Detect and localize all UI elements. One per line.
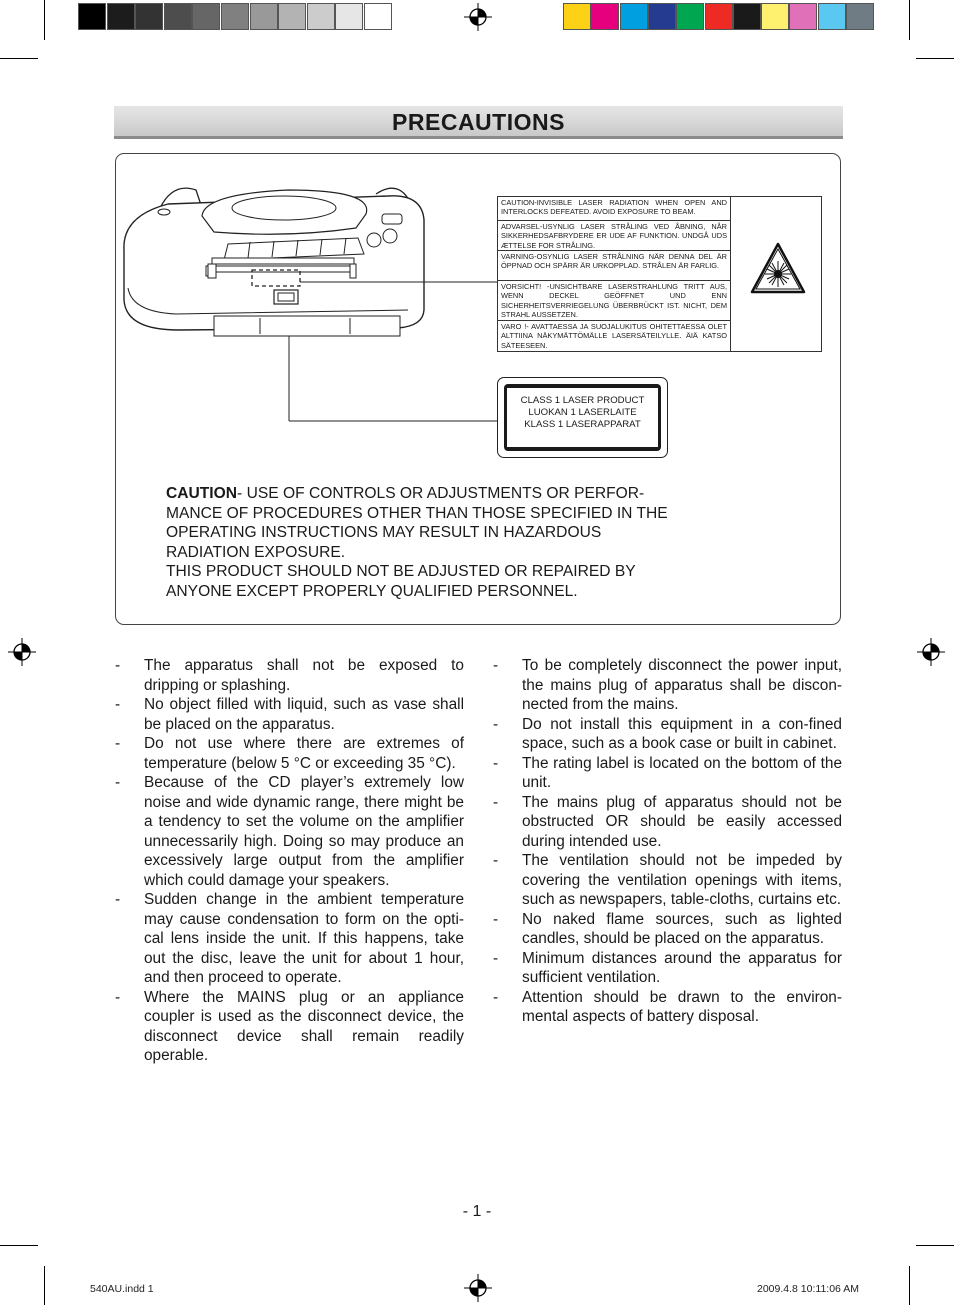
caution-text: - USE OF CONTROLS OR ADJUSTMENTS OR PERFOR-MANCE OF PROCEDURES OTHER THAN THOSE SPECIFIED IN THE OPERATING INSTRUCTIONS MAY RESULT IN HAZARDOUS RADIATION EXPOSURE. <box>166 485 668 561</box>
bullet-dash: - <box>115 657 121 674</box>
color-swatch <box>789 3 817 30</box>
bullet-dash: - <box>493 910 499 928</box>
list-item-text: Do not use where there are extremes of temperature (below 5 °C or exceeding 35 °C). <box>144 735 464 772</box>
gray-swatch <box>335 3 363 30</box>
list-item-text: No object filled with liquid, such as vase shall be placed on the apparatus. <box>144 696 464 733</box>
list-item <box>115 773 464 890</box>
list-item-text: To be completely disconnect the power input, the mains plug of apparatus shall be discon-nected from the mains. <box>522 657 842 713</box>
color-swatch <box>818 3 846 30</box>
gray-swatch <box>364 3 392 30</box>
color-swatch <box>705 3 733 30</box>
bullet-dash: - <box>493 793 499 811</box>
list-item-text: The ventilation should not be impeded by covering the ventilation openings with items, such as newspapers, table-cloths, curtains etc. <box>522 852 842 908</box>
bullet-dash: - <box>115 735 121 752</box>
color-swatch <box>733 3 761 30</box>
list-item <box>493 910 842 949</box>
list-item-text: No naked flame sources, such as lighted candles, should be placed on the apparatus. <box>522 910 842 947</box>
list-item-text: Because of the CD player’s extremely low noise and wide dynamic range, there might be a tendency to set the volume on the amplifier unnecessarily high. Doing so may produce an excessively large output from the amplifier which could damage your speakers. <box>144 774 464 889</box>
list-item <box>115 734 464 773</box>
gray-swatch <box>221 3 249 30</box>
warning-cell: ADVARSEL-USYNLIG LASER STRÅLING VED ÅBNING, NÅR SIKKERHEDSAFBRYDERE ER UDE AF FUNKTION. UNDGÅ UDS ÆTTELSE FOR STRÅLING. <box>498 221 730 251</box>
list-item <box>115 890 464 988</box>
list-item-text: The rating label is located on the bottom of the unit. <box>522 754 842 791</box>
gray-swatch <box>107 3 135 30</box>
laser-hazard-icon <box>750 241 806 297</box>
color-swatch <box>591 3 619 30</box>
warning-cell: VARNING-OSYNLIG LASER STRÅLNING NÄR DENNA DEL ÄR ÖPPNAD OCH SPÄRR ÄR URKOPPLAD. STRÅLEN ÄR FARLIG. <box>498 251 730 281</box>
caution-statement <box>166 484 686 601</box>
list-item <box>493 793 842 852</box>
bullet-dash: - <box>493 852 499 869</box>
list-item-text: Minimum distances around the apparatus for sufficient ventilation. <box>522 949 842 986</box>
crop-mark <box>916 1245 954 1246</box>
bullet-dash: - <box>115 774 121 791</box>
warning-cell: CAUTION-INVISIBLE LASER RADIATION WHEN OPEN AND INTERLOCKS DEFEATED. AVOID EXPOSURE TO BEAM. <box>498 197 730 221</box>
registration-mark-icon <box>464 1274 492 1302</box>
list-item-text: The apparatus shall not be exposed to dripping or splashing. <box>144 657 464 694</box>
crop-mark <box>44 1266 45 1305</box>
crop-mark <box>909 0 910 40</box>
boombox-illustration <box>118 180 518 430</box>
list-item <box>493 715 842 754</box>
crop-mark <box>916 58 954 59</box>
caution-text-2: THIS PRODUCT SHOULD NOT BE ADJUSTED OR REPAIRED BY ANYONE EXCEPT PROPERLY QUALIFIED PERSONNEL. <box>166 563 636 600</box>
list-item-text: Where the MAINS plug or an appliance coupler is used as the disconnect device, the disconnect device shall remain readily operable. <box>144 988 464 1064</box>
crop-mark <box>0 58 38 59</box>
warning-text-column <box>498 197 731 351</box>
color-swatch <box>563 3 591 30</box>
color-swatch <box>620 3 648 30</box>
gray-swatch <box>250 3 278 30</box>
page-number: - 1 - <box>462 1203 492 1220</box>
gray-swatch <box>192 3 220 30</box>
warning-cell: VORSICHT! -UNSICHTBARE LASERSTRAHLUNG TRITT AUS, WENN DECKEL GEÖFFNET UND ENN SICHERHEITSVERRIEGELUNG ÜBERBRÜCKT IST. NICHT, DEM STRAHL AUSSETZEN. <box>498 281 730 321</box>
laser-label-line: CLASS 1 LASER PRODUCT <box>520 395 645 406</box>
left-precautions-list <box>115 656 464 1066</box>
list-item <box>115 656 464 695</box>
registration-mark-icon <box>917 638 945 666</box>
gray-swatch <box>135 3 163 30</box>
list-item-text: Do not install this equipment in a con-fined space, such as a book case or built in cabinet. <box>522 715 842 752</box>
warning-cell: VARO !- AVATTAESSA JA SUOJALUKITUS OHITETTAESSA OLET ALTTIINA NÄKYMÄTTÖMÄLLE LASERSÄTEILYLLE. ÄIÄ KATSO SÄTEESEEN. <box>501 322 727 350</box>
bullet-dash: - <box>493 715 499 733</box>
list-item <box>115 695 464 734</box>
bullet-dash: - <box>115 988 121 1006</box>
color-swatch <box>648 3 676 30</box>
bullet-dash: - <box>493 657 499 674</box>
list-item <box>493 949 842 988</box>
file-slug: 540AU.indd 1 <box>90 1283 154 1295</box>
list-item <box>115 988 464 1066</box>
list-item <box>493 851 842 910</box>
gray-swatch <box>278 3 306 30</box>
caution-lead: CAUTION <box>166 485 238 502</box>
gray-swatch <box>164 3 192 30</box>
timestamp-slug: 2009.4.8 10:11:06 AM <box>757 1283 859 1295</box>
crop-mark <box>0 1245 38 1246</box>
bullet-dash: - <box>493 949 499 967</box>
laser-label-line: KLASS 1 LASERAPPARAT <box>524 419 641 431</box>
gray-swatch <box>78 3 106 30</box>
registration-mark-icon <box>8 638 36 666</box>
laser-warning-table <box>497 196 822 352</box>
registration-mark-icon <box>464 3 492 31</box>
crop-mark <box>44 0 45 40</box>
right-precautions-list <box>493 656 842 1027</box>
crop-mark <box>909 1266 910 1305</box>
gray-swatch <box>307 3 335 30</box>
list-item <box>493 988 842 1027</box>
laser-label-line: LUOKAN 1 LASERLAITE <box>528 407 637 419</box>
color-swatch <box>846 3 874 30</box>
color-swatch <box>761 3 789 30</box>
laser-class-label <box>497 377 668 458</box>
bullet-dash: - <box>493 988 499 1006</box>
list-item <box>493 656 842 715</box>
list-item-text: The mains plug of apparatus should not be obstructed OR should be easily accessed during intended use. <box>522 793 842 850</box>
bullet-dash: - <box>115 891 121 908</box>
bullet-dash: - <box>115 696 121 713</box>
list-item <box>493 754 842 793</box>
list-item-text: Attention should be drawn to the environ-mental aspects of battery disposal. <box>522 988 842 1025</box>
title-bar <box>114 106 843 139</box>
list-item-text: Sudden change in the ambient temperature may cause condensation to form on the opti-cal lens inside the unit. If this happens, take out the disc, leave the unit for about 1 hour, and then proceed to operate. <box>144 891 464 986</box>
page-title: PRECAUTIONS <box>392 109 565 135</box>
bullet-dash: - <box>493 754 499 772</box>
color-swatch <box>676 3 704 30</box>
